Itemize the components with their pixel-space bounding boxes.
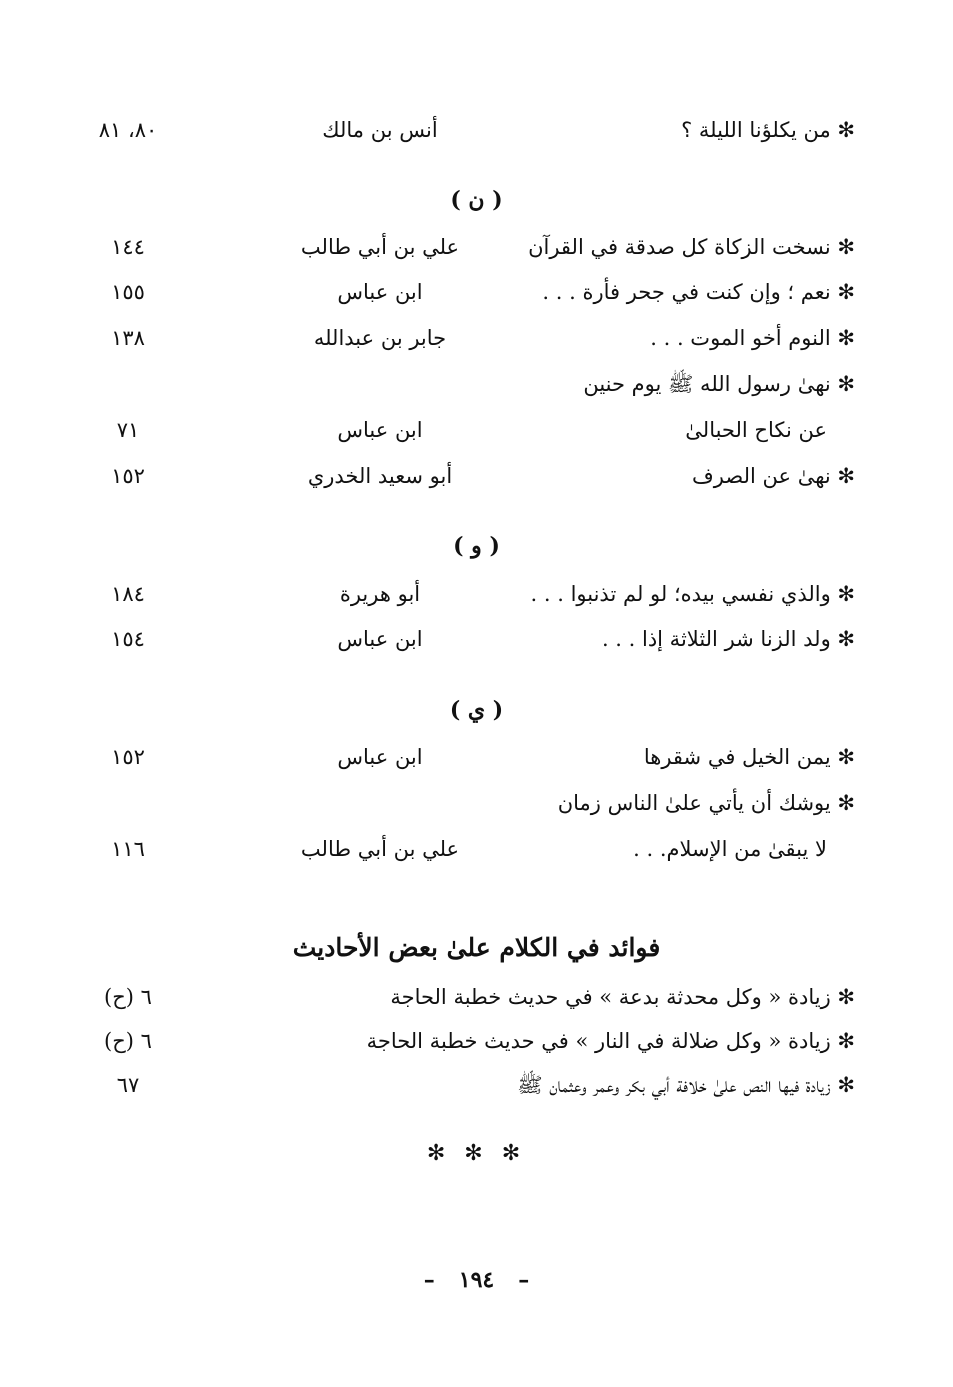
hadith-text: ✻ يوشك أن يأتي علىٰ الناس زمان [557, 791, 855, 815]
page-number-footer [0, 1262, 953, 1298]
page-ref: ٦٧ [116, 1073, 140, 1097]
benefit-text: ✻ زيادة « وكل محدثة بدعة » في حديث خطبة الحاجة [390, 985, 855, 1009]
page-number: ١٩٤ [458, 1267, 495, 1293]
hadith-text: ✻ يمن الخيل في شقرها [643, 745, 855, 769]
index-row [0, 619, 953, 659]
index-row [0, 272, 953, 312]
narrator: علي بن أبي طالب [300, 235, 460, 259]
index-row [0, 737, 953, 777]
section-letter-ya: ( ي ) [449, 697, 504, 723]
index-row [0, 410, 953, 450]
page-ref: ١٥٢ [111, 745, 145, 769]
benefit-row [0, 1065, 953, 1105]
index-row [0, 318, 953, 358]
hadith-text: ✻ نسخت الزكاة كل صدقة في القرآن [528, 235, 855, 259]
page-ref: ١٥٢ [111, 464, 145, 488]
index-row [0, 829, 953, 869]
page-ref: ١٣٨ [111, 326, 145, 350]
index-row [0, 227, 953, 267]
benefit-text: ✻ زيادة « وكل ضلالة في النار » في حديث خطبة الحاجة [366, 1029, 855, 1053]
hadith-text: ✻ من يكلؤنا الليلة ؟ [681, 118, 855, 142]
hadith-text-continued: لا يبقىٰ من الإسلام. . . [633, 837, 827, 861]
narrator: علي بن أبي طالب [300, 837, 460, 861]
end-mark: ✻ ✻ ✻ [426, 1141, 527, 1166]
benefit-row [0, 977, 953, 1017]
hadith-text: ✻ ولد الزنا شر الثلاثة إذا . . . [601, 627, 855, 651]
narrator: ابن عباس [337, 418, 423, 442]
page-ref: ١١٦ [111, 837, 145, 861]
section-title: فوائد في الكلام علىٰ بعض الأحاديث [292, 933, 661, 962]
narrator: أنس بن مالك [322, 118, 438, 142]
index-row [0, 364, 953, 404]
narrator: ابن عباس [337, 627, 423, 651]
hadith-text: ✻ النوم أخو الموت . . . [650, 326, 855, 350]
index-row [0, 783, 953, 823]
page-ref: ٧١ [116, 418, 140, 442]
page-ref: ١٨٤ [111, 582, 145, 606]
hadith-text: ✻ نهىٰ رسول الله ﷺ يوم حنين [583, 372, 855, 396]
dash: – [518, 1267, 530, 1293]
narrator: ابن عباس [337, 745, 423, 769]
page-ref: ٦ (ح) [104, 1029, 152, 1053]
page-ref: ٦ (ح) [104, 985, 152, 1009]
index-row [0, 456, 953, 496]
benefit-text: ✻ زيادة فيها النص علىٰ خلافة أبي بكر وعمر وعثمان ﷺ [517, 1073, 855, 1097]
index-row [0, 574, 953, 614]
page-ref: ١٥٥ [111, 280, 145, 304]
page-ref: ١٥٤ [111, 627, 145, 651]
hadith-text-continued: عن نكاح الحبالىٰ [685, 418, 827, 442]
benefit-row [0, 1021, 953, 1061]
section-letter-waw: ( و ) [453, 533, 500, 559]
hadith-text: ✻ نعم ؛ وإن كنت في جحر فأرة . . . [542, 280, 855, 304]
hadith-text: ✻ والذي نفسي بيده؛ لو لم تذنبوا . . . [530, 582, 855, 606]
page-ref: ٨٠، ٨١ [98, 118, 158, 142]
page-ref: ١٤٤ [111, 235, 145, 259]
dash: – [423, 1267, 435, 1293]
index-row [0, 110, 953, 150]
section-letter-nun: ( ن ) [450, 187, 503, 213]
narrator: أبو هريرة [339, 582, 421, 606]
hadith-text: ✻ نهىٰ عن الصرف [692, 464, 855, 488]
narrator: أبو سعيد الخدري [307, 464, 453, 488]
narrator: ابن عباس [337, 280, 423, 304]
narrator: جابر بن عبدالله [313, 326, 447, 350]
